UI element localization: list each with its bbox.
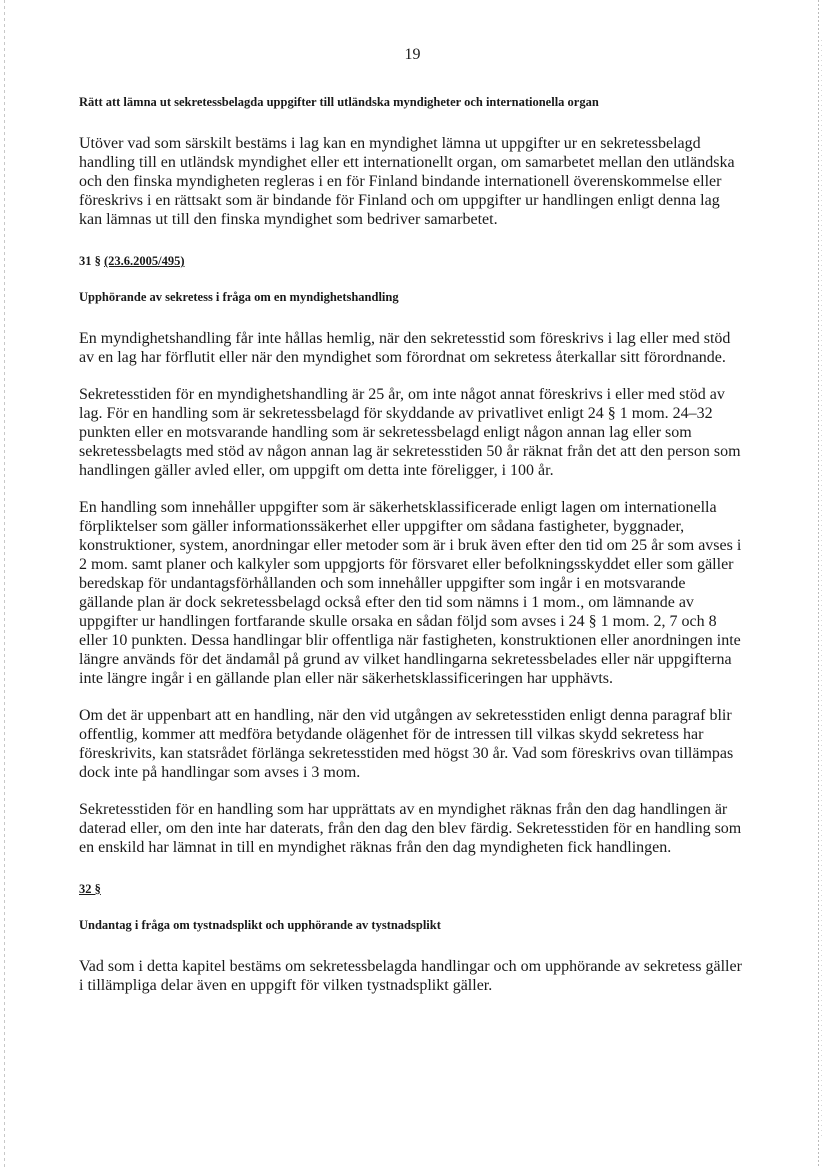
heading-disclosure-foreign: Rätt att lämna ut sekretessbelagda uppgifter till utländska myndigheter och internationella organ [79, 95, 599, 109]
paragraph-expiry-5: Sekretesstiden för en handling som har upprättats av en myndighet räknas från den dag handlingen är daterad eller, om den inte har daterats, från den dag den blev färdig. Sekretesstiden för en handling som en enskild har lämnat in till en myndighet räknas från den dag myndigheten fick handlingen. [79, 801, 742, 856]
paragraph-expiry-3: En handling som innehåller uppgifter som är säkerhetsklassificerade enligt lagen om internationella förpliktelser som gäller informationssäkerhet eller uppgifter om sådana fastigheter, byggnader, konstruktioner, system, anordningar eller metoder som är i bruk även efter den tid om 25 år som avses i 2 mom. samt planer och kalkyler som uppgjorts för försvaret eller befolkningsskyddet eller som gäller beredskap för undantagsförhållanden och som innehåller uppgifter som ingår i en motsvarande gällande plan är dock sekretessbelagd också efter den tid som nämns i 1 mom., om lämnande av uppgifter ur handlingen fortfarande skulle orsaka en sådan följd som avses i 24 § 1 mom. 2, 7 och 8 eller 10 punkten. Dessa handlingar blir offentliga när fastigheten, konstruktionen eller anordningen inte längre används för det ändamål på grund av vilket handlingarna sekretessbelades eller när uppgifterna inte längre ingår i en gällande plan eller när säkerhetsklassificeringen har upphävts. [79, 499, 742, 687]
page-number: 19 [404, 46, 421, 63]
paragraph-expiry-4: Om det är uppenbart att en handling, när den vid utgången av sekretesstiden enligt denna paragraf blir offentlig, kommer att medföra betydande olägenhet för de intressen till vilkas skydd sekretess har föreskrivits, kan statsrådet förlänga sekretesstiden med högst 30 år. Vad som föreskrivs ovan tillämpas dock inte på handlingar som avses i 3 mom. [79, 707, 734, 781]
scan-edge-right [818, 0, 819, 1168]
paragraph-expiry-2: Sekretesstiden för en myndighetshandling är 25 år, om inte något annat föreskrivs i eller med stöd av lag. För en handling som är sekretessbelagd för skyddande av privatlivet enligt 24 § 1 mom. 24–32 punkten eller en motsvarande handling som är sekretessbelagd enligt någon annan lag eller som sekretessbelagts med stöd av någon annan lag är sekretesstiden 50 år räknat från det att den person som handlingen gäller avled eller, om uppgift om detta inte föreligger, i 100 år. [79, 386, 741, 479]
paragraph-confidentiality: Vad som i detta kapitel bestäms om sekretessbelagda handlingar och om upphörande av sekretess gäller i tillämpliga delar även en uppgift för vilken tystnadsplikt gäller. [79, 958, 742, 994]
paragraph-expiry-1: En myndighetshandling får inte hållas hemlig, när den sekretesstid som föreskrivs i lag eller med stöd av en lag har förflutit eller när den myndighet som förordnat om sekretess återkallar sitt förordnande. [79, 330, 731, 366]
section-31 [79, 253, 743, 269]
scan-edge-left [4, 0, 5, 1168]
section-32-link[interactable]: 32 § [79, 882, 101, 896]
section-31-amendment-link[interactable]: (23.6.2005/495) [104, 254, 185, 268]
section-31-label: 31 § [79, 254, 101, 268]
scan-edge-right-inner [821, 40, 822, 1140]
paragraph-disclosure: Utöver vad som särskilt bestäms i lag kan en myndighet lämna ut uppgifter ur en sekretessbelagd handling till en utländsk myndighet eller ett internationellt organ, om samarbetet mellan den utländska och den finska myndigheten regleras i en för Finland bindande internationell överenskommelse eller föreskrivs i en rättsakt som är bindande för Finland och om uppgifter ur handlingen enligt denna lag kan lämnas ut till den finska myndighet som bedriver samarbetet. [79, 135, 735, 228]
heading-expiry-secrecy: Upphörande av sekretess i fråga om en myndighetshandling [79, 290, 399, 304]
document-body [79, 94, 743, 995]
heading-confidentiality-exception: Undantag i fråga om tystnadsplikt och upphörande av tystnadsplikt [79, 918, 441, 932]
